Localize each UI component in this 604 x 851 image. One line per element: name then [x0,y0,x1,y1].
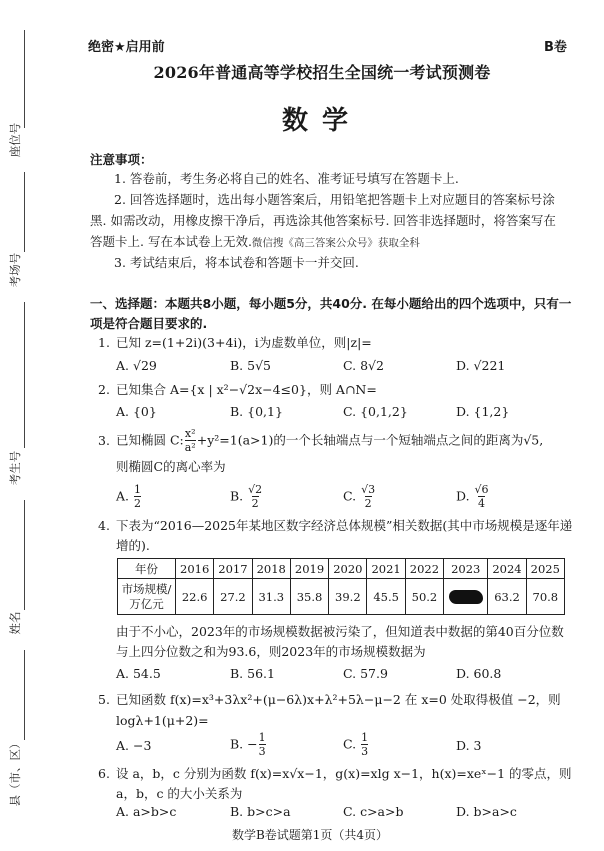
q5-option-a[interactable]: A. −3 [116,738,152,753]
q3-option-a[interactable]: A. $\frac{1}{2}$ [116,483,141,510]
q6-option-b[interactable]: B. b>c>a [230,804,291,819]
question-3: 3. 已知椭圆 C: $\frac{\text{x²}}{\text{a²}}$ +y²=1(a>1)的一个长轴端点与一个短轴端点之间的距离为√5, [98,427,544,454]
margin-line [24,500,25,610]
value-cell: 35.8 [290,579,328,615]
q3-option-b[interactable]: B. $\frac{√2}{2}$ [230,483,263,510]
year-cell: 2020 [329,559,367,579]
value-cell: 45.5 [367,579,405,615]
question-6-line-2: a，b，c 的大小关系为 [116,786,243,801]
question-5-line-2: logλ+1(μ+2)= [116,713,209,728]
section-heading: 一、选择题：本题共8小题，每小题5分，共40分. 在每小题给出的四个选项中，只有一项是符合题目要求的. [90,296,572,331]
margin-line [24,172,25,252]
q2-option-b[interactable]: B. {0,1} [230,404,283,419]
year-cell: 2019 [290,559,328,579]
examinee-number-label: 考生号 [8,450,22,486]
confidential-mark: 绝密★启用前 [88,40,165,55]
page-footer: 数学B卷试题第1页（共4页） [231,828,389,842]
value-cell: 39.2 [329,579,367,615]
paper-version: B卷 [544,40,567,55]
value-cell: 22.6 [176,579,214,615]
watermark-text: 微信搜《高三答案公众号》获取全科 [251,237,420,249]
q4-option-c[interactable]: C. 57.9 [343,666,388,681]
margin-line [24,302,25,448]
value-cell: 31.3 [252,579,290,615]
q6-option-d[interactable]: D. b>a>c [456,804,517,819]
year-cell: 2016 [176,559,214,579]
year-cell: 2024 [488,559,526,579]
year-cell: 2018 [252,559,290,579]
year-header-cell: 年份 [118,559,176,579]
name-label: 姓名 [8,611,22,635]
question-3-line-2: 则椭圆C的离心率为 [116,459,226,474]
value-cell: 70.8 [526,579,564,615]
year-cell: 2021 [367,559,405,579]
subject-title: 数学 [281,106,362,136]
question-4-text-1: 由于不小心，2023年的市场规模数据被污染了，但知道表中数据的第40百分位数 [116,624,564,639]
q5-option-d[interactable]: D. 3 [456,738,482,753]
year-row [118,559,565,579]
q1-option-d[interactable]: D. √221 [456,358,506,373]
q2-option-c[interactable]: C. {0,1,2} [343,404,408,419]
value-row [118,579,565,615]
seat-number-label: 座位号 [8,122,22,158]
value-cell: 63.2 [488,579,526,615]
margin-line [24,30,25,128]
margin-line [24,650,25,740]
ink-smudge [449,590,483,604]
q5-option-b[interactable]: B. − $\frac{1}{3}$ [230,731,266,758]
q4-option-d[interactable]: D. 60.8 [456,666,502,681]
notice-item-3: 3. 考试结束后，将本试卷和答题卡一并交回. [114,255,359,270]
q5-option-c[interactable]: C. $\frac{1}{3}$ [343,731,369,758]
notice-item-1: 1. 答卷前，考生务必将自己的姓名、准考证号填写在答题卡上. [114,171,459,186]
question-5: 5. 已知函数 f(x)=x³+3λx²+(μ−6λ)x+λ²+5λ−μ−2 在 x=0 处取得极值 −2，则 [98,692,561,707]
q2-option-d[interactable]: D. {1,2} [456,404,510,419]
notice-heading: 注意事项： [90,152,153,167]
value-cell: 50.2 [405,579,443,615]
smudged-value-cell [444,579,488,615]
value-header-cell: 市场规模/ 万亿元 [118,579,176,615]
q1-option-c[interactable]: C. 8√2 [343,358,384,373]
year-cell: 2023 [444,559,488,579]
question-4-line-2: 增的). [116,538,150,553]
question-2-stem: 已知集合 A={x | x²−√2x−4≤0}，则 A∩N= [116,382,377,397]
year-cell: 2017 [214,559,252,579]
notice-item-2: 2. 回答选择题时，选出每小题答案后，用铅笔把答题卡上对应题目的答案标号涂黑. 如需改动，用橡皮擦干净后，再选涂其他答案标号. 回答非选择题时，将答案写在答题卡上. 写在本试卷上无效.微信搜《高三答案公众号》获取全科 [90,192,556,249]
question-2: 2. 已知集合 A={x | x²−√2x−4≤0}，则 A∩N= [98,382,377,397]
question-4: 4. 下表为“2016—2025年某地区数字经济总体规模”相关数据(其中市场规模是逐年递 [98,518,573,533]
q3-option-c[interactable]: C. $\frac{√3}{2}$ [343,483,376,510]
value-cell: 27.2 [214,579,252,615]
q2-option-a[interactable]: A. {0} [116,404,157,419]
exam-title: 2026年普通高等学校招生全国统一考试预测卷 [153,63,491,82]
question-6: 6. 设 a，b，c 分别为函数 f(x)=x√x−1，g(x)=xlg x−1，h(x)=xeˣ−1 的零点，则 [98,766,572,781]
q6-option-a[interactable]: A. a>b>c [116,804,177,819]
county-label: 县（市、区） [8,737,22,807]
q1-option-a[interactable]: A. √29 [116,358,157,373]
q6-option-c[interactable]: C. c>a>b [343,804,404,819]
question-1: 1. 已知 z=(1+2i)(3+4i)，i为虚数单位，则|z|= [98,335,372,350]
question-4-text-2: 与上四分位数之和为93.6，则2023年的市场规模数据为 [116,644,426,659]
year-cell: 2025 [526,559,564,579]
year-cell: 2022 [405,559,443,579]
ellipse-fraction: $\frac{\text{x²}}{\text{a²}}$ [184,427,196,454]
question-1-stem: 已知 z=(1+2i)(3+4i)，i为虚数单位，则|z|= [116,335,372,350]
exam-room-label: 考场号 [8,252,22,288]
market-size-table [117,558,565,615]
q4-option-a[interactable]: A. 54.5 [116,666,161,681]
q1-option-b[interactable]: B. 5√5 [230,358,272,373]
q3-option-d[interactable]: D. $\frac{√6}{4}$ [456,483,489,510]
q4-option-b[interactable]: B. 56.1 [230,666,275,681]
